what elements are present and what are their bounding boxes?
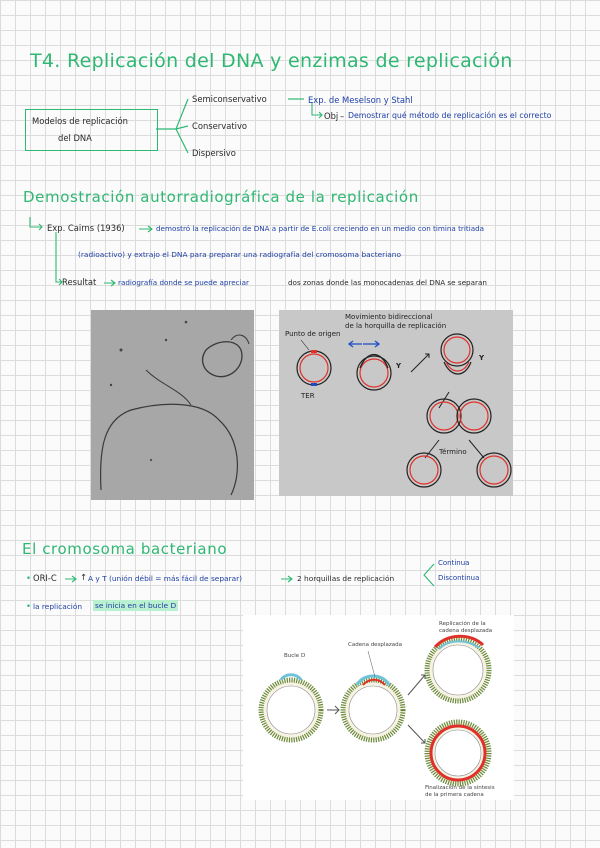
section3-heading: El cromosoma bacteriano	[22, 540, 228, 558]
dloop-diagram-svg	[243, 615, 514, 800]
bottom-caption-line2: de la primera cadena	[425, 792, 484, 798]
section2-heading: Demostración autorradiográfica de la replicación	[23, 188, 419, 206]
bullet2-text: la replicación	[33, 602, 83, 611]
y-label-1: Y	[396, 362, 402, 370]
fork-title-line2: de la horquilla de replicación	[345, 322, 447, 330]
model-dispersive: Dispersivo	[192, 148, 236, 158]
autoradiograph-photo	[91, 310, 254, 500]
ori-text-blue: A y T (unión débil = más fácil de separar)	[88, 574, 243, 583]
obj-text: Demostrar qué método de replicación es el correcto	[348, 111, 552, 120]
branch-discontinuous: Discontinua	[438, 574, 480, 582]
arrow-icon	[64, 574, 80, 584]
origin-label: Punto de origen	[285, 330, 341, 338]
cadena-label: Cadena desplazada	[348, 642, 402, 648]
fork-diagram-svg	[279, 310, 513, 496]
cairns-exp-text2: (radioactivo) y extrajo el DNA para preparar una radiografía del cromosoma bacteriano	[78, 250, 401, 259]
up-arrow-icon: ↑	[80, 572, 88, 582]
fork-diagram	[279, 310, 513, 496]
termino-label: Término	[439, 448, 467, 456]
dloop-diagram	[243, 615, 514, 800]
ori-label: ORI-C	[33, 573, 57, 583]
bottom-caption-line1: Finalización de la síntesis	[425, 785, 495, 791]
branch-brace	[418, 560, 438, 590]
result-text-blue: radiografía donde se puede apreciar	[118, 278, 249, 287]
ter-label: TER	[301, 392, 315, 400]
bucle-d-label: Bucle D	[284, 653, 306, 659]
result-label: Resultat	[62, 277, 97, 287]
y-label-2: Y	[479, 354, 485, 362]
result-text-dark: dos zonas donde las monocadenas del DNA se separan	[288, 278, 487, 287]
branch-continuous: Continua	[438, 559, 470, 567]
page-title: T4. Replicación del DNA y enzimas de replicación	[30, 50, 513, 72]
cairns-exp-text: demostró la replicación de DNA a partir de E.coli creciendo en un medio con timina tritiada	[156, 224, 485, 233]
meselson-stahl-label: Exp. de Meselson y Stahl	[308, 95, 413, 105]
arrow-icon	[280, 574, 296, 584]
arrow-icon	[138, 224, 156, 234]
model-semiconservative: Semiconservativo	[192, 94, 267, 104]
bullet-dot: •	[26, 601, 31, 611]
fork-title-line1: Movimiento bidireccional	[345, 313, 433, 321]
arrow-icon	[103, 278, 119, 288]
bullet-dot: •	[26, 573, 31, 583]
top-caption-line2: cadena desplazada	[439, 628, 493, 634]
ori-text-dark: 2 horquillas de replicación	[297, 574, 395, 583]
cairns-exp-label: Exp. Cairns (1936)	[47, 223, 125, 233]
models-box-line1: Modelos de replicación	[32, 116, 128, 126]
top-caption-line1: Replicación de la	[439, 621, 486, 627]
obj-prefix: Obj	[324, 111, 339, 121]
model-conservative: Conservativo	[192, 121, 248, 131]
bullet2-highlight: se inicia en el bucle D	[95, 601, 177, 610]
models-box-line2: del DNA	[58, 133, 92, 143]
obj-dash: –	[340, 111, 345, 121]
